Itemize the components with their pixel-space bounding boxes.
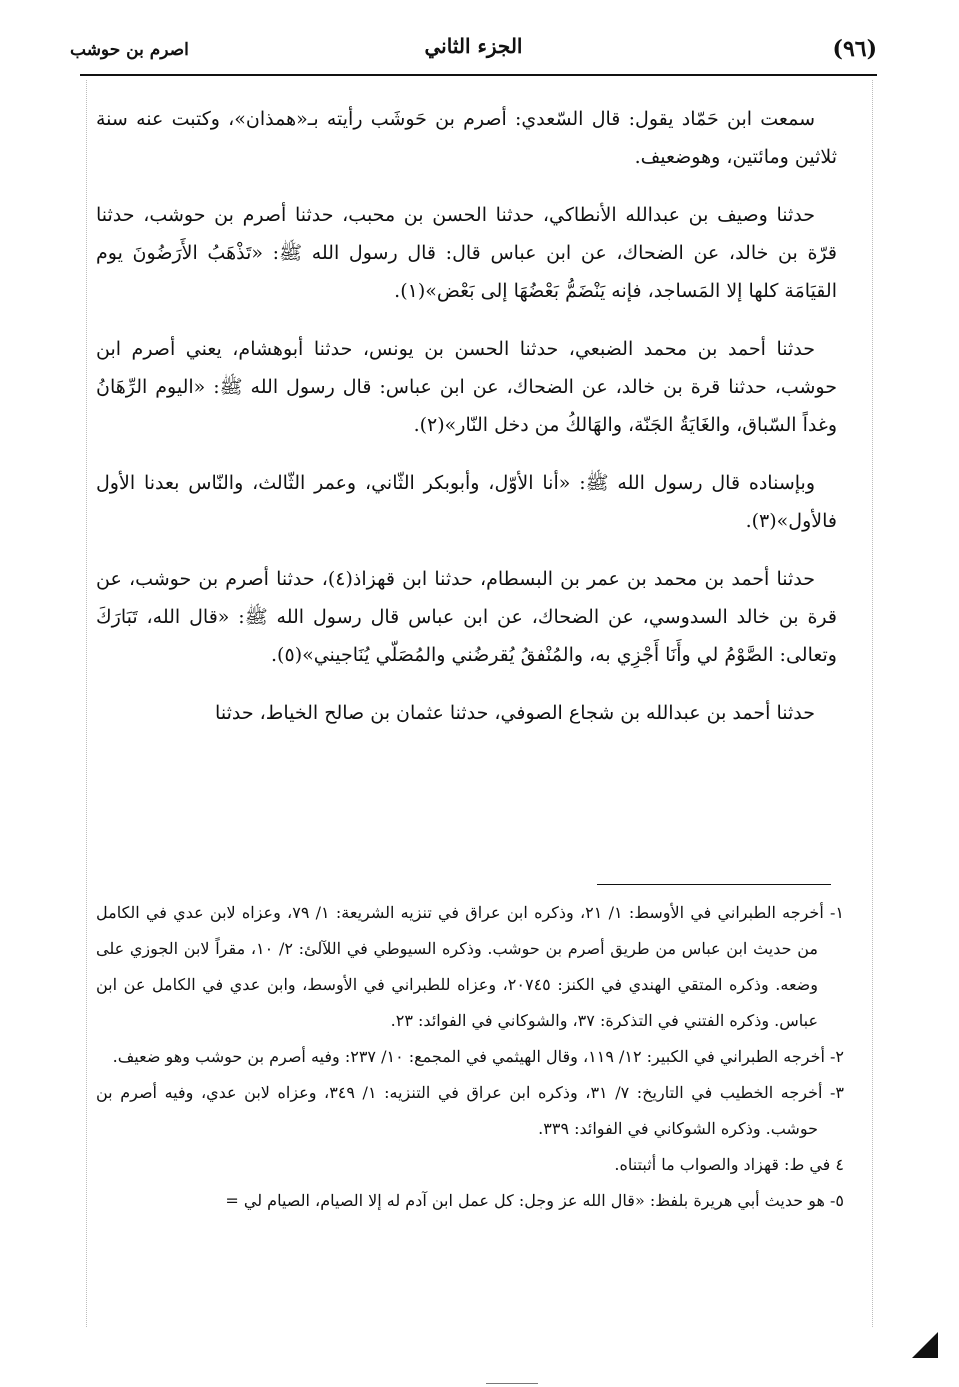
page-number: (٩٦) — [832, 36, 877, 62]
main-text — [96, 100, 837, 752]
corner-triangle-icon — [912, 1332, 938, 1358]
paragraph: حدثنا أحمد بن محمد بن عمر بن البسطام، حدثنا ابن قهزاذ(٤)، حدثنا أصرم بن حوشب، عن قرة بن خالد السدوسي، عن الضحاك، عن ابن عباس قال رسول الله ﷺ: «قال الله، تَبَارَكَ وتعالى: الصَّوْمُ لي وأَنَا أَجْزِي به، والمُنْفقُ يُقرضُني والمُصَلّي يُنَاجيني»(٥). — [96, 568, 837, 666]
footnote: ٢- أخرجه الطبراني في الكبير: ١٢/ ١١٩، وقال الهيثمي في المجمع: ١٠/ ٢٣٧: وفيه أصرم بن حوشب وهو ضعيف. — [112, 1047, 844, 1066]
page-header — [70, 30, 877, 76]
footnote-separator — [597, 884, 831, 885]
header-rule — [80, 74, 877, 76]
footnote: ٤ في ط: قهزاد والصواب ما أثبتناه. — [614, 1155, 844, 1174]
footnote: ٥- هو حديث أبي هريرة بلفظ: «قال الله عز وجل: كل عمل ابن آدم له إلا الصيام، الصيام لي = — [225, 1191, 844, 1210]
paragraph: وبإسناده قال رسول الله ﷺ: «أنا الأوّل، وأبوبكر الثّاني، وعمر الثّالث، والنّاس بعدنا الأول فالأول»(٣). — [96, 472, 837, 532]
right-margin-dots — [872, 80, 873, 1327]
paragraph: سمعت ابن حَمّاد يقول: قال السّعدي: أصرم بن حَوشَب رأيته بـ«همذان»، وكتبت عنه سنة ثلاثين ومائتين، وهوضعيف. — [96, 108, 837, 168]
paragraph: حدثنا وصيف بن عبدالله الأنطاكي، حدثنا الحسن بن محبب، حدثنا أصرم بن حوشب، حدثنا قرّة بن خالد، عن الضحاك، عن ابن عباس قال: قال رسول الله ﷺ: «تَذْهَبُ الأَرَضُونَ يوم القيَامَة كلها إلا المَساجد، فإنه يَنْضَمُّ بَعْضُهَا إلى بَعْض»(١). — [96, 204, 837, 302]
footnote: ٣- أخرجه الخطيب في التاريخ: ٧/ ٣١، وذكره ابن عراق في التنزيه: ١/ ٣٤٩، وعزاه لابن عدي، وفيه أصرم بن حوشب. وذكره الشوكاني في الفوائد: ٣٣٩. — [96, 1083, 844, 1138]
left-margin-dots — [86, 80, 87, 1327]
bottom-rule — [486, 1383, 538, 1384]
part-title: الجزء الثاني — [424, 34, 523, 58]
paragraph: حدثنا أحمد بن محمد الضبعي، حدثنا الحسن بن يونس، حدثنا أبوهشام، يعني أصرم ابن حوشب، حدثنا قرة بن خالد، عن الضحاك، عن ابن عباس: قال رسول الله ﷺ: «اليوم الرِّهَانُ وغداً السّباق، والغَايَةُ الجَنّة، والهَالكُ من دخل النّار»(٢). — [96, 338, 837, 436]
paragraph: حدثنا أحمد بن عبدالله بن شجاع الصوفي، حدثنا عثمان بن صالح الخياط، حدثنا — [215, 702, 815, 724]
running-title: اصرم بن حوشب — [70, 40, 189, 60]
footnotes — [96, 895, 844, 1219]
footnote: ١- أخرجه الطبراني في الأوسط: ١/ ٢١، وذكره ابن عراق في تنزيه الشريعة: ١/ ٧٩، وعزاه لابن عدي في الكامل من حديث ابن عباس من طريق أصرم بن حوشب. وذكره السيوطي في اللآلئ: ٢/ ١٠، مقراً لابن الجوزي على وضعه. وذكره المتقي الهندي في الكنز: ٢٠٧٤٥، وعزاه للطبراني في الأوسط، وابن عدي في الكامل عن ابن عباس. وذكره الفتني في التذكرة: ٣٧، والشوكاني في الفوائد: ٢٣. — [96, 903, 845, 1030]
